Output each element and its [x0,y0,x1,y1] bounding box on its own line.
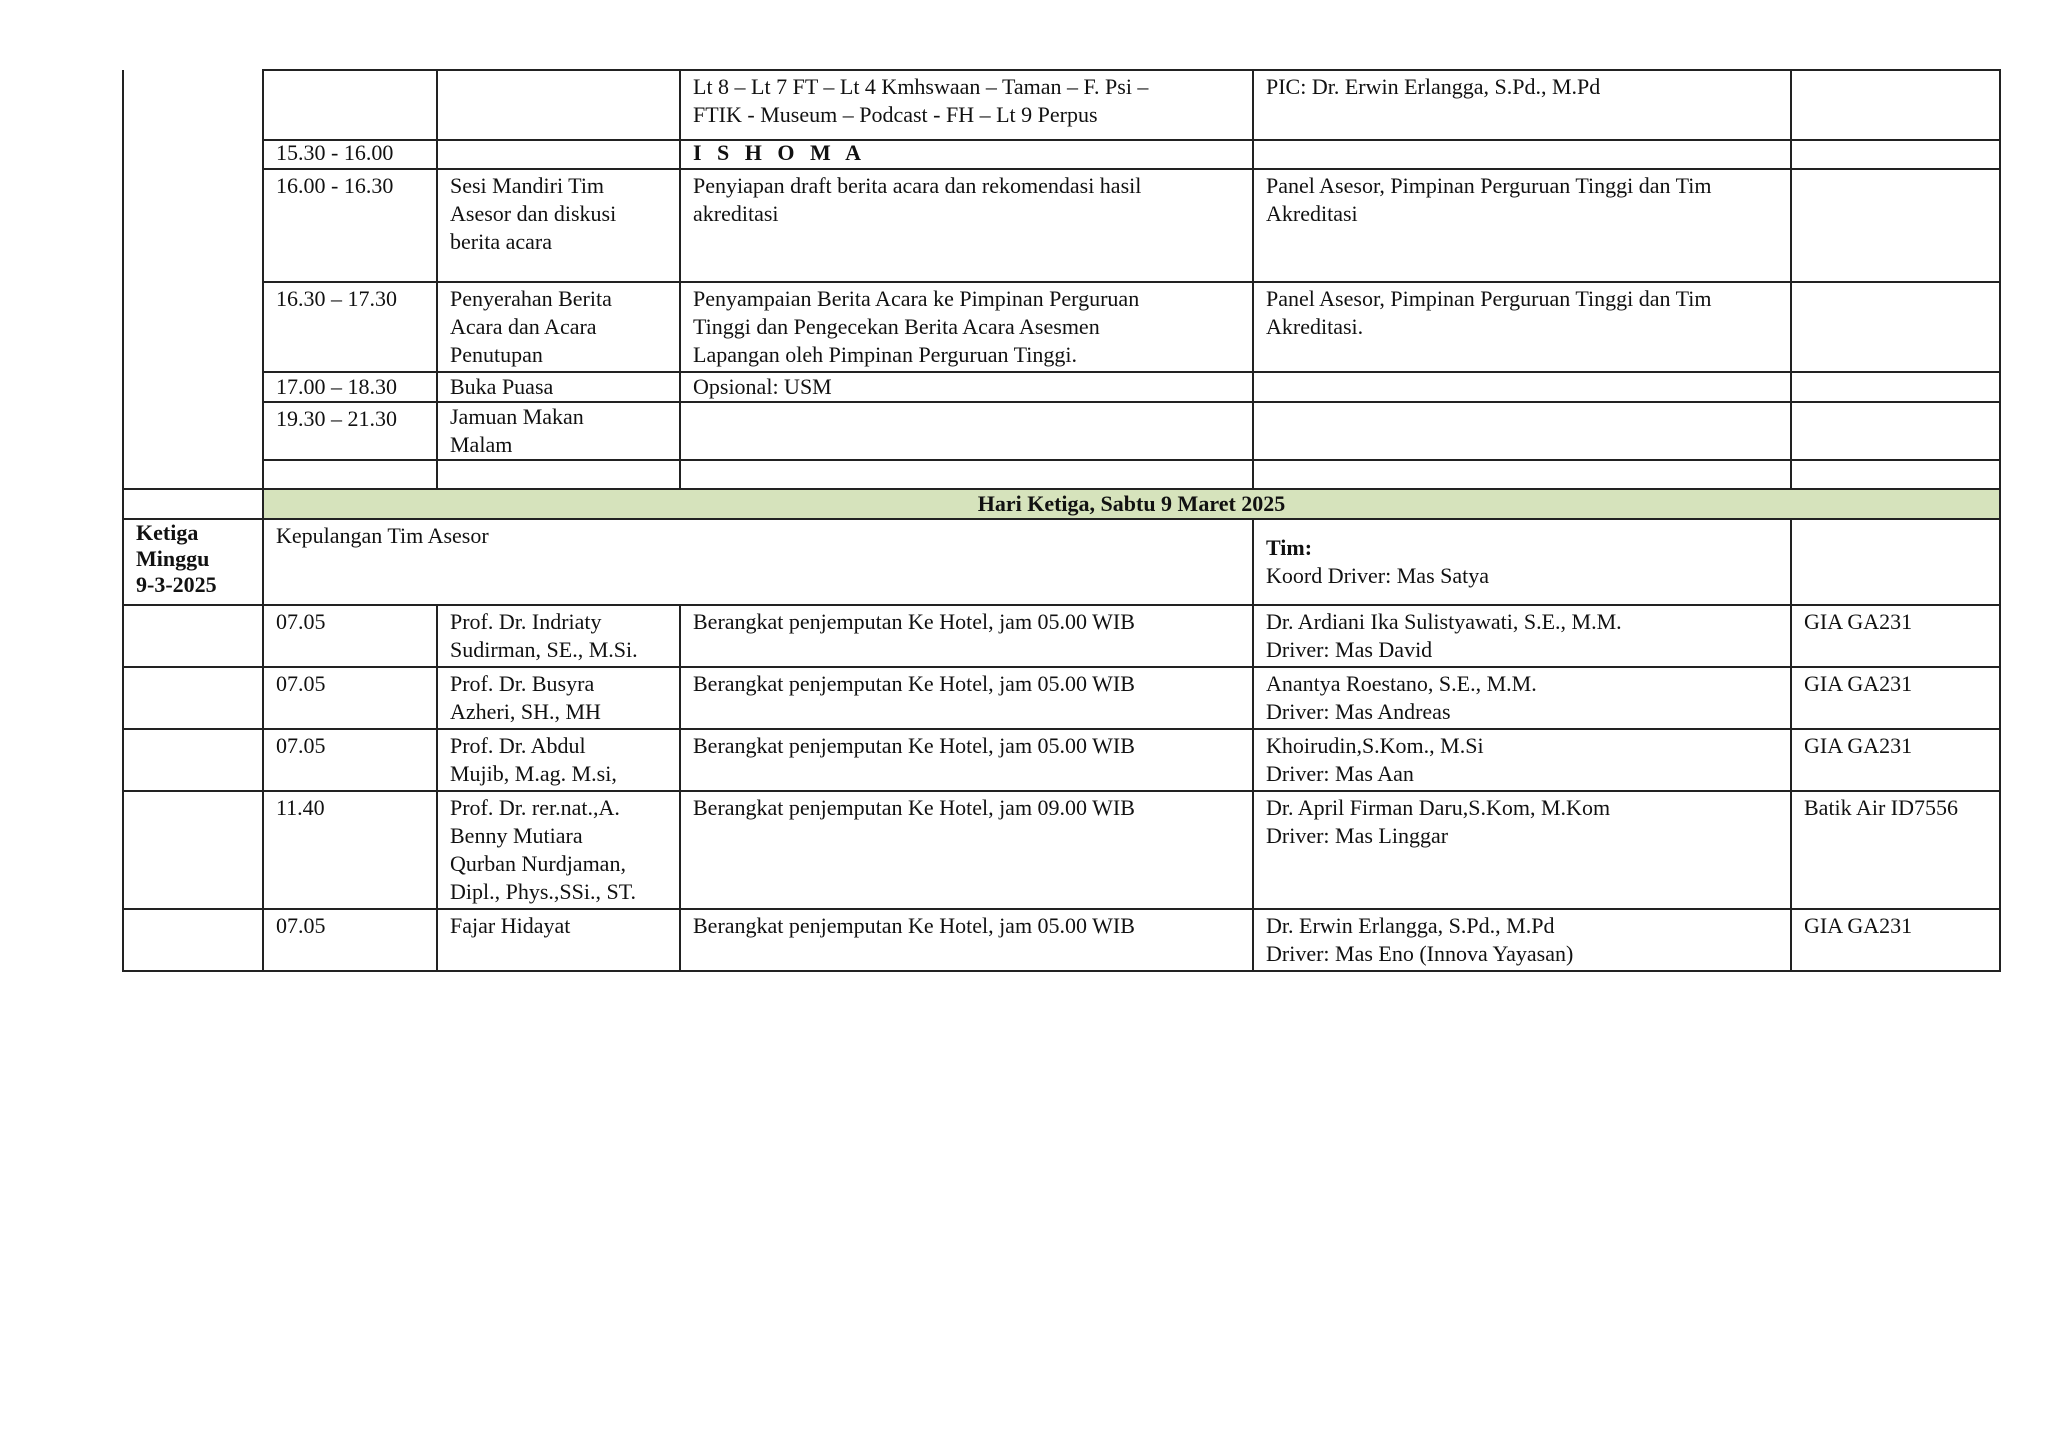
activity-line: Penyiapan draft berita acara dan rekomendasi hasil [693,173,1142,198]
participant-cell [437,372,680,402]
pic-line: Driver: Mas Aan [1266,761,1414,786]
table-row [123,667,2000,729]
participant-line: Prof. Dr. rer.nat.,A. [450,795,620,820]
coordinator-driver: Koord Driver: Mas Satya [1266,563,1490,588]
table-row [123,70,2000,140]
flight-cell [1791,372,2000,402]
time-cell: 11.40 [263,791,437,909]
pic-cell [1253,909,1791,971]
day-cell-empty [123,489,263,519]
participant-cell [437,169,680,282]
time-cell: 07.05 [263,605,437,667]
pic-cell [1253,169,1791,282]
activity-cell [680,282,1253,372]
activity-line: Penyampaian Berita Acara ke Pimpinan Perguruan [693,286,1140,311]
flight-cell [1791,402,2000,460]
schedule-table [122,69,2001,972]
flight-cell [1791,169,2000,282]
pic-line: Driver: Mas Andreas [1266,699,1451,724]
team-label: Tim: [1266,535,1313,560]
table-row [123,169,2000,282]
table-row [123,519,2000,605]
participant-cell [437,729,680,791]
day-cell-empty [123,729,263,791]
pic-cell [1253,605,1791,667]
participant-line: Malam [450,432,513,457]
flight-cell [1791,282,2000,372]
break-label: I S H O M A [693,140,866,165]
activity-line: Lt 8 – Lt 7 FT – Lt 4 Kmhswaan – Taman – F. Psi – [693,74,1149,99]
pic-cell [1253,402,1791,460]
participant-cell [437,282,680,372]
pic-line: Anantya Roestano, S.E., M.M. [1266,671,1537,696]
participant-cell [437,140,680,169]
time-cell: 16.30 – 17.30 [263,282,437,372]
activity-line: Tinggi dan Pengecekan Berita Acara Asesmen [693,314,1100,339]
participant-line: Sesi Mandiri Tim [450,173,605,198]
participant-line: Sudirman, SE., M.Si. [450,637,638,662]
return-title-cell: Kepulangan Tim Asesor [263,519,1253,605]
participant-cell [437,605,680,667]
activity-cell: Berangkat penjemputan Ke Hotel, jam 05.00 WIB [680,667,1253,729]
team-cell [1253,519,1791,605]
activity-cell [680,460,1253,489]
pic-cell [1253,372,1791,402]
time-cell: 07.05 [263,729,437,791]
table-row [123,460,2000,489]
participant-line: Buka Puasa [450,374,554,399]
pic-line: Dr. Ardiani Ika Sulistyawati, S.E., M.M. [1266,609,1622,634]
day-cell-continuation [123,70,263,489]
table-row [123,140,2000,169]
participant-cell [437,791,680,909]
pic-cell [1253,667,1791,729]
time-cell: 16.00 - 16.30 [263,169,437,282]
participant-line: Fajar Hidayat [450,913,571,938]
flight-cell: Batik Air ID7556 [1791,791,2000,909]
activity-cell [680,70,1253,140]
pic-line: Akreditasi. [1266,314,1364,339]
flight-cell: GIA GA231 [1791,909,2000,971]
day-cell-empty [123,909,263,971]
activity-cell: Berangkat penjemputan Ke Hotel, jam 05.00 WIB [680,909,1253,971]
participant-line: Dipl., Phys.,SSi., ST. [450,879,637,904]
time-cell: 15.30 - 16.00 [263,140,437,169]
pic-line: Driver: Mas David [1266,637,1433,662]
activity-cell: Berangkat penjemputan Ke Hotel, jam 09.00 WIB [680,791,1253,909]
time-cell: 19.30 – 21.30 [263,402,437,460]
participant-line: Prof. Dr. Busyra [450,671,595,696]
pic-cell [1253,791,1791,909]
table-row [123,402,2000,460]
pic-line: Panel Asesor, Pimpinan Perguruan Tinggi dan Tim [1266,286,1712,311]
day-cell-empty [123,667,263,729]
participant-line: Qurban Nurdjaman, [450,851,626,876]
activity-line: Lapangan oleh Pimpinan Perguruan Tinggi. [693,342,1077,367]
activity-line: akreditasi [693,201,779,226]
participant-line: Benny Mutiara [450,823,583,848]
table-row [123,791,2000,909]
flight-cell: GIA GA231 [1791,667,2000,729]
activity-line: FTIK - Museum – Podcast - FH – Lt 9 Perpus [693,102,1098,127]
table-row [123,729,2000,791]
activity-line: Opsional: USM [693,374,832,399]
participant-line: Acara dan Acara [450,314,597,339]
activity-cell [680,169,1253,282]
day-header: Hari Ketiga, Sabtu 9 Maret 2025 [263,489,2000,519]
pic-cell [1253,282,1791,372]
flight-cell [1791,140,2000,169]
time-cell: 17.00 – 18.30 [263,372,437,402]
table-row [123,372,2000,402]
participant-cell [437,402,680,460]
flight-cell: GIA GA231 [1791,729,2000,791]
pic-line: Khoirudin,S.Kom., M.Si [1266,733,1484,758]
participant-cell [437,460,680,489]
pic-cell [1253,70,1791,140]
flight-cell: GIA GA231 [1791,605,2000,667]
participant-line: berita acara [450,229,552,254]
table-row [123,909,2000,971]
day-label-line: Ketiga [136,520,199,545]
flight-cell [1791,519,2000,605]
pic-cell [1253,140,1791,169]
day-label-cell [123,519,263,605]
participant-line: Azheri, SH., MH [450,699,601,724]
activity-cell: Berangkat penjemputan Ke Hotel, jam 05.00 WIB [680,605,1253,667]
participant-cell [437,70,680,140]
participant-line: Penyerahan Berita [450,286,612,311]
participant-line: Mujib, M.ag. M.si, [450,761,617,786]
activity-cell [680,402,1253,460]
day-cell-empty [123,791,263,909]
time-cell [263,70,437,140]
day-cell-empty [123,605,263,667]
table-row [123,282,2000,372]
time-cell [263,460,437,489]
pic-line: Driver: Mas Linggar [1266,823,1449,848]
pic-line: Dr. Erwin Erlangga, S.Pd., M.Pd [1266,913,1555,938]
day-header-row [123,489,2000,519]
participant-line: Jamuan Makan [450,404,584,429]
participant-cell [437,909,680,971]
activity-cell [680,372,1253,402]
pic-cell [1253,729,1791,791]
time-cell: 07.05 [263,909,437,971]
flight-cell [1791,70,2000,140]
pic-line: Panel Asesor, Pimpinan Perguruan Tinggi dan Tim [1266,173,1712,198]
pic-line: Driver: Mas Eno (Innova Yayasan) [1266,941,1574,966]
pic-line: PIC: Dr. Erwin Erlangga, S.Pd., M.Pd [1266,74,1601,99]
activity-cell: Berangkat penjemputan Ke Hotel, jam 05.00 WIB [680,729,1253,791]
flight-cell [1791,460,2000,489]
participant-line: Penutupan [450,342,543,367]
time-cell: 07.05 [263,667,437,729]
pic-line: Akreditasi [1266,201,1358,226]
participant-cell [437,667,680,729]
participant-line: Asesor dan diskusi [450,201,617,226]
activity-cell [680,140,1253,169]
participant-line: Prof. Dr. Abdul [450,733,586,758]
table-row [123,605,2000,667]
pic-line: Dr. April Firman Daru,S.Kom, M.Kom [1266,795,1611,820]
participant-line: Prof. Dr. Indriaty [450,609,602,634]
day-label-line: Minggu [136,546,210,571]
pic-cell [1253,460,1791,489]
day-label-line: 9-3-2025 [136,572,217,597]
